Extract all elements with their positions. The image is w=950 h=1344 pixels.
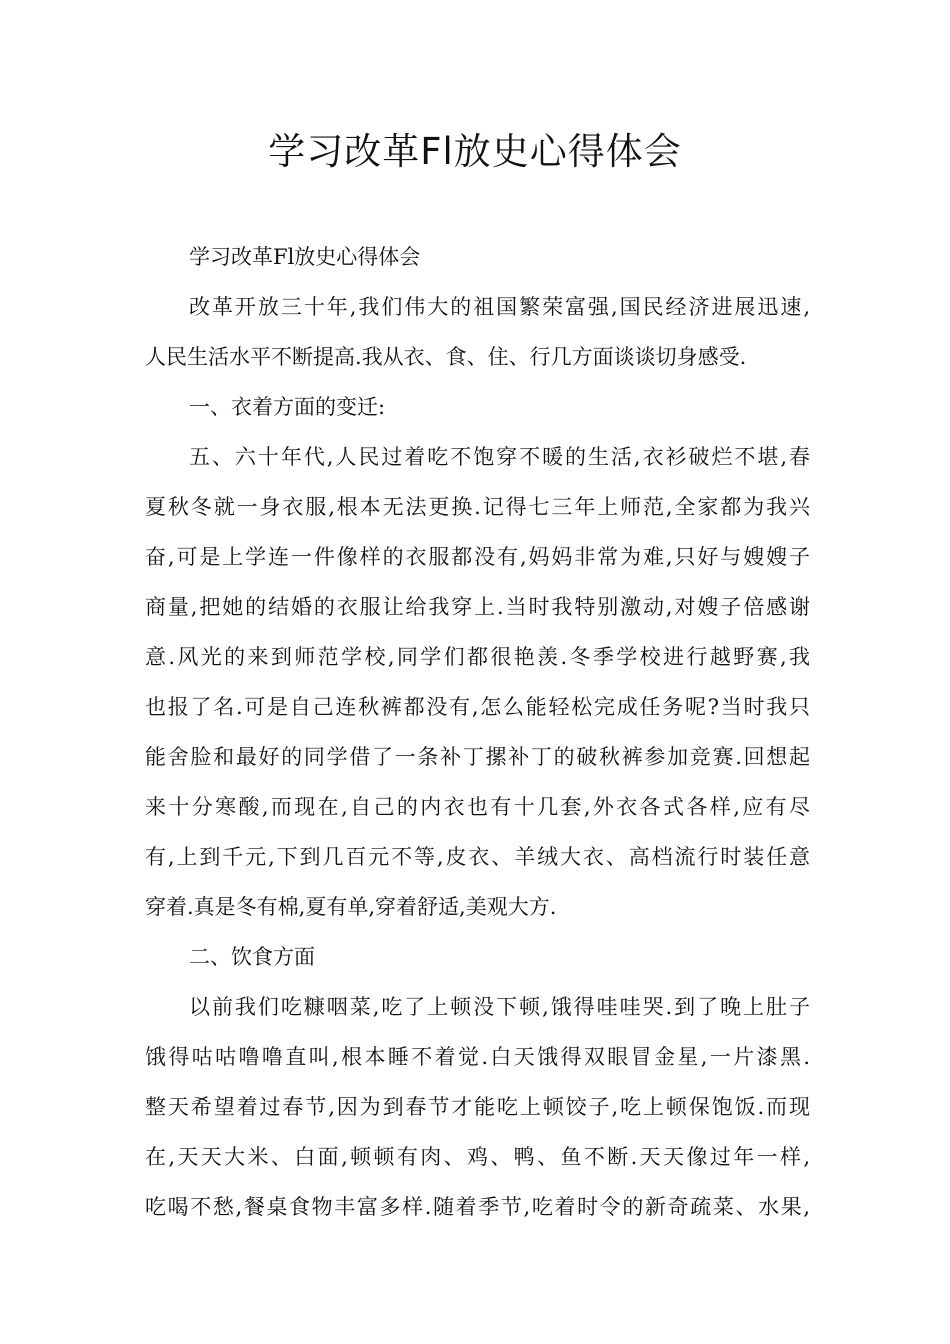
paragraph-line: 穿着.真是冬有棉,夏有单,穿着舒适,美观大方. xyxy=(145,895,557,919)
paragraph-line: 来十分寒酸,而现在,自己的内衣也有十几套,外衣各式各样,应有尽 xyxy=(145,795,810,819)
section-heading: 一、衣着方面的变迁: xyxy=(189,395,386,419)
document-subtitle: 学习改革Fl放史心得体会 xyxy=(189,245,421,269)
section-heading-clothing xyxy=(145,382,810,432)
paragraph-line: 商量,把她的结婚的衣服让给我穿上.当时我特别激动,对嫂子倍感谢 xyxy=(145,595,810,619)
paragraph-food xyxy=(145,982,810,1232)
paragraph-line: 人民生活水平不断提高.我从衣、食、住、行几方面谈谈切身感受. xyxy=(145,345,747,369)
paragraph-line: 有,上到千元,下到几百元不等,皮衣、羊绒大衣、高档流行时装任意 xyxy=(145,845,810,869)
paragraph-line: 以前我们吃糠咽菜,吃了上顿没下顿,饿得哇哇哭.到了晚上肚子 xyxy=(189,995,810,1019)
paragraph-line: 夏秋冬就一身衣服,根本无法更换.记得七三年上师范,全家都为我兴 xyxy=(145,495,810,519)
page-title: 学习改革Fl放史心得体会 xyxy=(268,130,682,173)
paragraph-line: 五、六十年代,人民过着吃不饱穿不暖的生活,衣衫破烂不堪,春 xyxy=(189,445,810,469)
paragraph-line: 在,天天大米、白面,顿顿有肉、鸡、鸭、鱼不断.天天像过年一样, xyxy=(145,1145,810,1169)
paragraph-intro xyxy=(145,282,810,382)
paragraph-line: 奋,可是上学连一件像样的衣服都没有,妈妈非常为难,只好与嫂嫂子 xyxy=(145,545,810,569)
paragraph-line: 饿得咕咕噜噜直叫,根本睡不着觉.白天饿得双眼冒金星,一片漆黑. xyxy=(145,1045,810,1069)
paragraph-line: 吃喝不愁,餐桌食物丰富多样.随着季节,吃着时令的新奇疏菜、水果, xyxy=(145,1195,810,1219)
paragraph-line: 能舍脸和最好的同学借了一条补丁摞补丁的破秋裤参加竞赛.回想起 xyxy=(145,745,810,769)
section-heading: 二、饮食方面 xyxy=(189,945,315,969)
section-heading-food xyxy=(145,932,810,982)
paragraph-line: 改革开放三十年,我们伟大的祖国繁荣富强,国民经济进展迅速, xyxy=(189,295,810,319)
paragraph-line: 也报了名.可是自己连秋裤都没有,怎么能轻松完成任务呢?当时我只 xyxy=(145,695,810,719)
paragraph-clothing xyxy=(145,432,810,932)
paragraph-line: 整天希望着过春节,因为到春节才能吃上顿饺子,吃上顿保饱饭.而现 xyxy=(145,1095,810,1119)
document-body xyxy=(145,232,810,1232)
paragraph-line: 意.风光的来到师范学校,同学们都很艳羡.冬季学校进行越野赛,我 xyxy=(145,645,810,669)
